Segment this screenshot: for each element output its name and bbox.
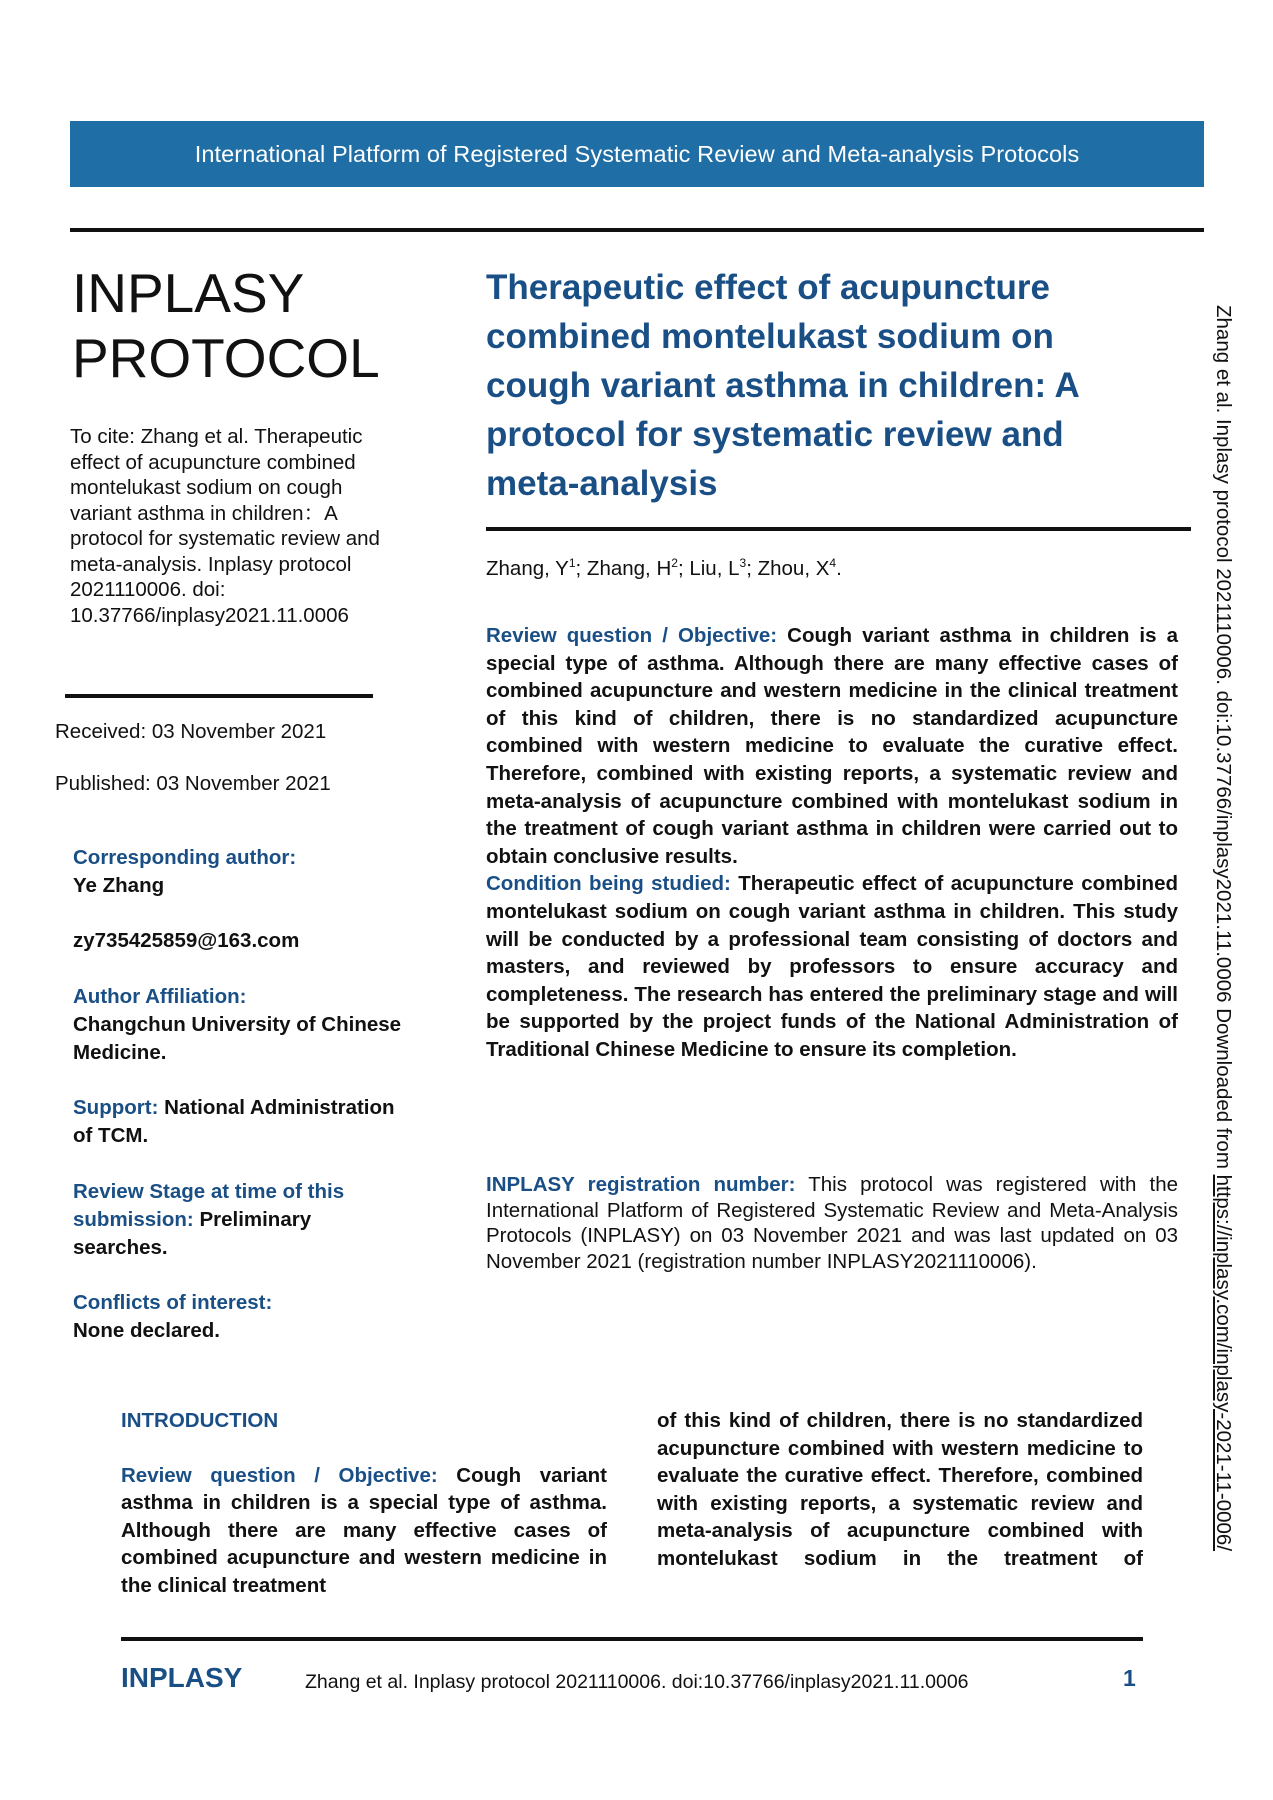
brand-title-line2: PROTOCOL (72, 327, 380, 389)
objective-label: Review question / Objective: (486, 624, 778, 647)
corresponding-author-label: Corresponding author: (73, 846, 297, 869)
footer-brand: INPLASY (121, 1662, 243, 1693)
condition-text: Therapeutic effect of acupuncture combined montelukast sodium on cough variant asthma in children. This study will be conducted by a professional team consisting of doctors and masters, and reviewed by professors to ensure accuracy and completeness. The research has entered the preliminary stage and will be supported by the project funds of the National Administration of Traditional Chinese Medicine to ensure its completion. (486, 872, 1179, 1061)
author-affiliation-mark: 3 (739, 556, 747, 570)
objective-text: Cough variant asthma in children is a special type of asthma. Although there are many effective cases of combined acupuncture and western medicine in the clinical treatment of this kind of children, there is no standardized acupuncture combined with western medicine to evaluate the curative effect. Therefore, combined with existing reports, a systematic review and meta-analysis of acupuncture combined with montelukast sodium in the treatment of cough variant asthma in children were carried out to obtain conclusive results. (486, 624, 1178, 868)
corresponding-author-name: Ye Zhang (73, 874, 165, 897)
review-stage-value: Preliminary searches. (73, 1208, 312, 1259)
conflicts-label: Conflicts of interest: (73, 1291, 273, 1314)
side-download-note (1211, 305, 1235, 1551)
corresponding-author-block (73, 844, 403, 900)
author-affiliation-mark: 2 (671, 556, 678, 570)
abstract (486, 622, 1178, 1064)
support-value: National Administration of TCM. (73, 1096, 395, 1147)
author-separator: ; (677, 556, 690, 580)
affiliation-label: Author Affiliation: (73, 985, 247, 1008)
intro-objective-label: Review question / Objective: (121, 1463, 438, 1487)
condition-label: Condition being studied: (486, 872, 731, 896)
author-email[interactable]: zy735425859@163.com (73, 929, 300, 952)
author-name: Zhang, Y (486, 556, 569, 580)
brand-title-line1: INPLASY (72, 262, 305, 324)
title-divider (486, 527, 1191, 531)
side-note-text: Zhang et al. Inplasy protocol 2021110006. doi:10.37766/inplasy2021.11.0006 Downloaded from (1212, 305, 1235, 1175)
review-stage-block (73, 1178, 403, 1262)
author-name: Zhang, H (586, 556, 672, 580)
author-separator: ; (575, 556, 587, 580)
footer-citation: Zhang et al. Inplasy protocol 2021110006. doi:10.37766/inplasy2021.11.0006 (305, 1671, 969, 1693)
author-list (486, 556, 842, 581)
intro-left-column (121, 1407, 607, 1600)
objective-paragraph (486, 622, 1178, 870)
paper-title: Therapeutic effect of acupuncture combined montelukast sodium on cough variant asthma in children: A protocol for systematic review and meta-analysis (486, 268, 1079, 503)
support-block (73, 1094, 403, 1150)
condition-paragraph (486, 870, 1178, 1063)
author-affiliation-mark: 1 (568, 556, 576, 570)
affiliation-block (73, 983, 403, 1067)
review-stage-label: Review Stage at time of this submission: (73, 1180, 345, 1231)
registration-label: INPLASY registration number: (486, 1173, 796, 1196)
affiliation-value: Changchun University of Chinese Medicine. (73, 1013, 402, 1064)
author-affiliation-mark: 4 (829, 556, 837, 570)
author-name: Zhou, X (757, 556, 830, 580)
conflicts-value: None declared. (73, 1319, 220, 1342)
introduction-heading: INTRODUCTION (121, 1409, 279, 1432)
registration-text: This protocol was registered with the International Platform of Registered Systematic Review and Meta-Analysis Protocols (INPLASY) on 03 November 2021 and was last updated on 03 November 2021 (registration number INPLASY2021110006). (486, 1173, 1179, 1273)
intro-left-text: Cough variant asthma in children is a special type of asthma. Although there are many effective cases of combined acupuncture and western medicine in the clinical treatment (121, 1463, 607, 1597)
page-number: 1 (1123, 1665, 1136, 1691)
intro-paragraph (121, 1462, 607, 1600)
author-separator: ; (746, 556, 758, 580)
footer-divider (121, 1637, 1143, 1641)
published-date: Published: 03 November 2021 (55, 772, 331, 795)
citation-text: To cite: Zhang et al. Therapeutic effect of acupuncture combined montelukast sodium on cough variant asthma in children：A protocol for systematic review and meta-analysis. Inplasy protocol 2021110006. doi: 10.37766/inplasy2021.11.0006 (70, 425, 380, 627)
top-divider (70, 228, 1204, 232)
left-divider (65, 694, 373, 698)
intro-right-column: of this kind of children, there is no standardized acupuncture combined with western medicine to evaluate the curative effect. Therefore, combined with existing reports, a systematic review and meta-analysis of acupuncture combined with montelukast sodium in the treatment of (657, 1409, 1143, 1570)
author-name: Liu, L (689, 556, 740, 580)
platform-banner: International Platform of Registered Systematic Review and Meta-analysis Protocols (70, 121, 1204, 187)
author-separator: . (836, 556, 842, 580)
received-date: Received: 03 November 2021 (55, 720, 327, 743)
support-label: Support: (73, 1096, 159, 1119)
registration-paragraph (486, 1172, 1178, 1274)
conflicts-block (73, 1289, 403, 1345)
download-link[interactable]: https://inplasy.com/inplasy-2021-11-0006/ (1212, 1174, 1235, 1552)
